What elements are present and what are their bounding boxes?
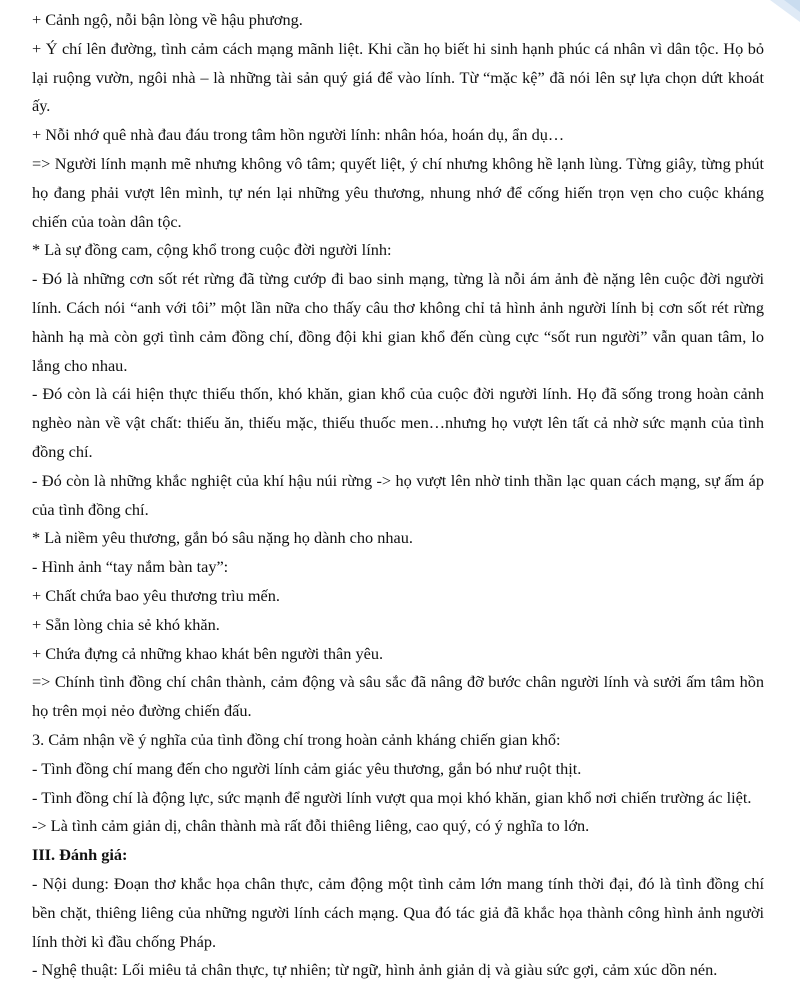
- paragraph: 3. Cảm nhận về ý nghĩa của tình đồng chí trong hoàn cảnh kháng chiến gian khổ:: [32, 729, 561, 749]
- paragraph: + Sẵn lòng chia sẻ khó khăn.: [32, 614, 220, 634]
- paragraph: + Cảnh ngộ, nỗi bận lòng về hậu phương.: [32, 10, 303, 29]
- paragraph: * Là niềm yêu thương, gắn bó sâu nặng họ dành cho nhau.: [32, 528, 413, 548]
- paragraph: + Chứa đựng cả những khao khát bên người thân yêu.: [32, 643, 384, 663]
- paragraph: - Tình đồng chí là động lực, sức mạnh để người lính vượt qua mọi khó khăn, gian khổ nơi chiến trường ác liệt.: [32, 787, 752, 807]
- section-heading: III. Đánh giá:: [32, 845, 128, 865]
- paragraph: - Nghệ thuật: Lối miêu tả chân thực, tự nhiên; từ ngữ, hình ảnh giản dị và giàu sức gợi, cảm xúc dồn nén.: [32, 960, 718, 980]
- paragraph: => Người lính mạnh mẽ nhưng không vô tâm; quyết liệt, ý chí nhưng không hề lạnh lùng. Từng giây, từng phút họ đang phải vượt lên mình, tự nén lại những yêu thương, nhung nhớ để cống hiến trọn vẹn cho cuộc kháng chiến của toàn dân tộc.: [32, 153, 764, 231]
- paragraph: * Là sự đồng cam, cộng khổ trong cuộc đời người lính:: [32, 240, 392, 260]
- paragraph: + Chất chứa bao yêu thương trìu mến.: [32, 585, 280, 605]
- paragraph: - Hình ảnh “tay nắm bàn tay”:: [32, 557, 229, 577]
- paragraph: => Chính tình đồng chí chân thành, cảm động và sâu sắc đã nâng đỡ bước chân người lính và sưởi ấm tâm hồn họ trên mọi nẻo đường chiến đấu.: [32, 672, 764, 721]
- paragraph: - Tình đồng chí mang đến cho người lính cảm giác yêu thương, gắn bó như ruột thịt.: [32, 758, 582, 778]
- paragraph: - Đó là những cơn sốt rét rừng đã từng cướp đi bao sinh mạng, từng là nỗi ám ảnh đè nặng lên cuộc đời người lính. Cách nói “anh với tôi” một lần nữa cho thấy câu thơ không chỉ tả hình ảnh người lính bị cơn sốt rét rừng hành hạ mà còn gợi tình cảm đồng chí, đồng đội khi gian khổ đến cùng cực “sốt run người” vẫn quan tâm, lo lắng cho nhau.: [32, 269, 764, 375]
- paragraph: + Ý chí lên đường, tình cảm cách mạng mãnh liệt. Khi cần họ biết hi sinh hạnh phúc cá nhân vì dân tộc. Họ bỏ lại ruộng vườn, ngôi nhà – là những tài sản quý giá để vào lính. Từ “mặc kệ” đã nói lên sự lựa chọn dứt khoát ấy.: [32, 38, 764, 116]
- paragraph: - Đó còn là cái hiện thực thiếu thốn, khó khăn, gian khổ của cuộc đời người lính. Họ đã sống trong hoàn cảnh nghèo nàn về vật chất: thiếu ăn, thiếu mặc, thiếu thuốc men…nhưng họ vượt lên tất cả nhờ sức mạnh của tình đồng chí.: [32, 384, 764, 461]
- paragraph: -> Là tình cảm giản dị, chân thành mà rất đỗi thiêng liêng, cao quý, có ý nghĩa to lớn.: [32, 816, 590, 836]
- paragraph: - Đó còn là những khắc nghiệt của khí hậu núi rừng -> họ vượt lên nhờ tinh thần lạc quan cách mạng, sự ấm áp của tình đồng chí.: [32, 470, 764, 519]
- paragraph: + Nỗi nhớ quê nhà đau đáu trong tâm hồn người lính: nhân hóa, hoán dụ, ẩn dụ…: [32, 125, 565, 145]
- paragraph: - Nội dung: Đoạn thơ khắc họa chân thực, cảm động một tình cảm lớn mang tính thời đại, đó là tình đồng chí bền chặt, thiêng liêng của những người lính cách mạng. Qua đó tác giả đã khắc họa thành công hình ảnh người lính thời kì đầu chống Pháp.: [32, 873, 764, 951]
